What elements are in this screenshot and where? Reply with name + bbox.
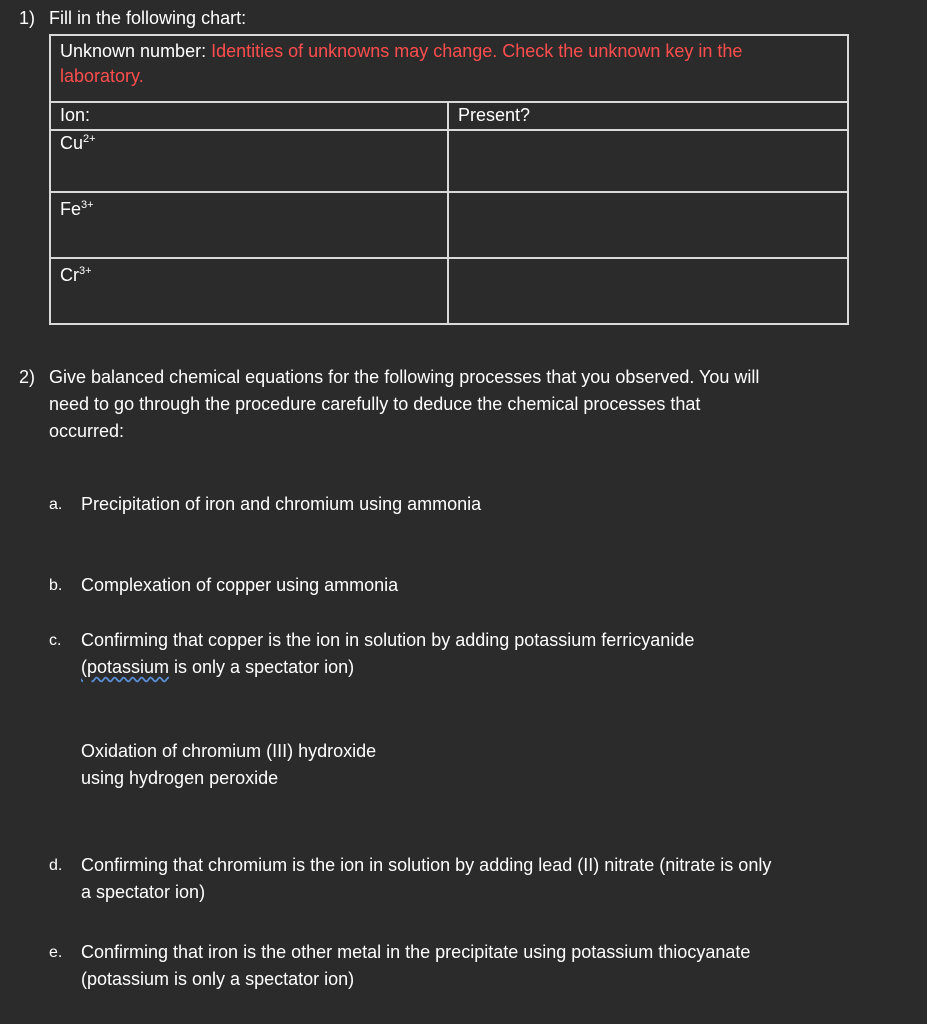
item-e-label: e. [49, 944, 63, 961]
item-c-text: Confirming that copper is the ion in solution by adding potassium ferricyanide (potassium is only a spectator ion) [81, 630, 695, 677]
item-b-label: b. [49, 577, 63, 594]
item-e-text: Confirming that iron is the other metal in the precipitate using potassium thiocyanate (potassium is only a spectator ion) [81, 942, 751, 989]
item-oxidation-text: Oxidation of chromium (III) hydroxide using hydrogen peroxide [81, 741, 377, 788]
ion-cell-cr: $Cr^{3+}$ [50, 258, 448, 324]
present-cell-cr[interactable] [448, 258, 848, 324]
ion-cell-cu: $Cu^{2+}$ [50, 130, 448, 192]
item-b-text: Complexation of copper using ammonia [81, 575, 399, 595]
ion-chart [49, 34, 849, 325]
unknown-note: Identities of unknowns may change. Check the unknown key in the laboratory. [60, 41, 743, 86]
item-d-label: d. [49, 857, 63, 874]
table-row [50, 192, 848, 258]
item-d-text: Confirming that chromium is the ion in solution by adding lead (II) nitrate (nitrate is only a spectator ion) [81, 855, 772, 902]
question-2-prompt: Give balanced chemical equations for the following processes that you observed. You will need to go through the procedure carefully to deduce the chemical processes that occurred: [49, 367, 760, 441]
table-row [50, 130, 848, 192]
unknown-number-label: Unknown number: [60, 41, 207, 61]
spellcheck-underlined-word: (potassium [81, 657, 170, 677]
question-1-title: Fill in the following chart: [49, 8, 247, 28]
question-2-number: 2) [19, 367, 36, 387]
present-cell-fe[interactable] [448, 192, 848, 258]
table-row [50, 258, 848, 324]
column-header-ion: Ion: [50, 102, 448, 130]
item-a-label: a. [49, 496, 63, 513]
question-1-number: 1) [19, 8, 36, 28]
ion-cell-fe: $Fe^{3+}$ [50, 192, 448, 258]
present-cell-cu[interactable] [448, 130, 848, 192]
unknown-number-cell[interactable] [50, 35, 848, 102]
item-a-text: Precipitation of iron and chromium using ammonia [81, 494, 482, 514]
item-c-label: c. [49, 632, 62, 649]
column-header-present: Present? [448, 102, 848, 130]
